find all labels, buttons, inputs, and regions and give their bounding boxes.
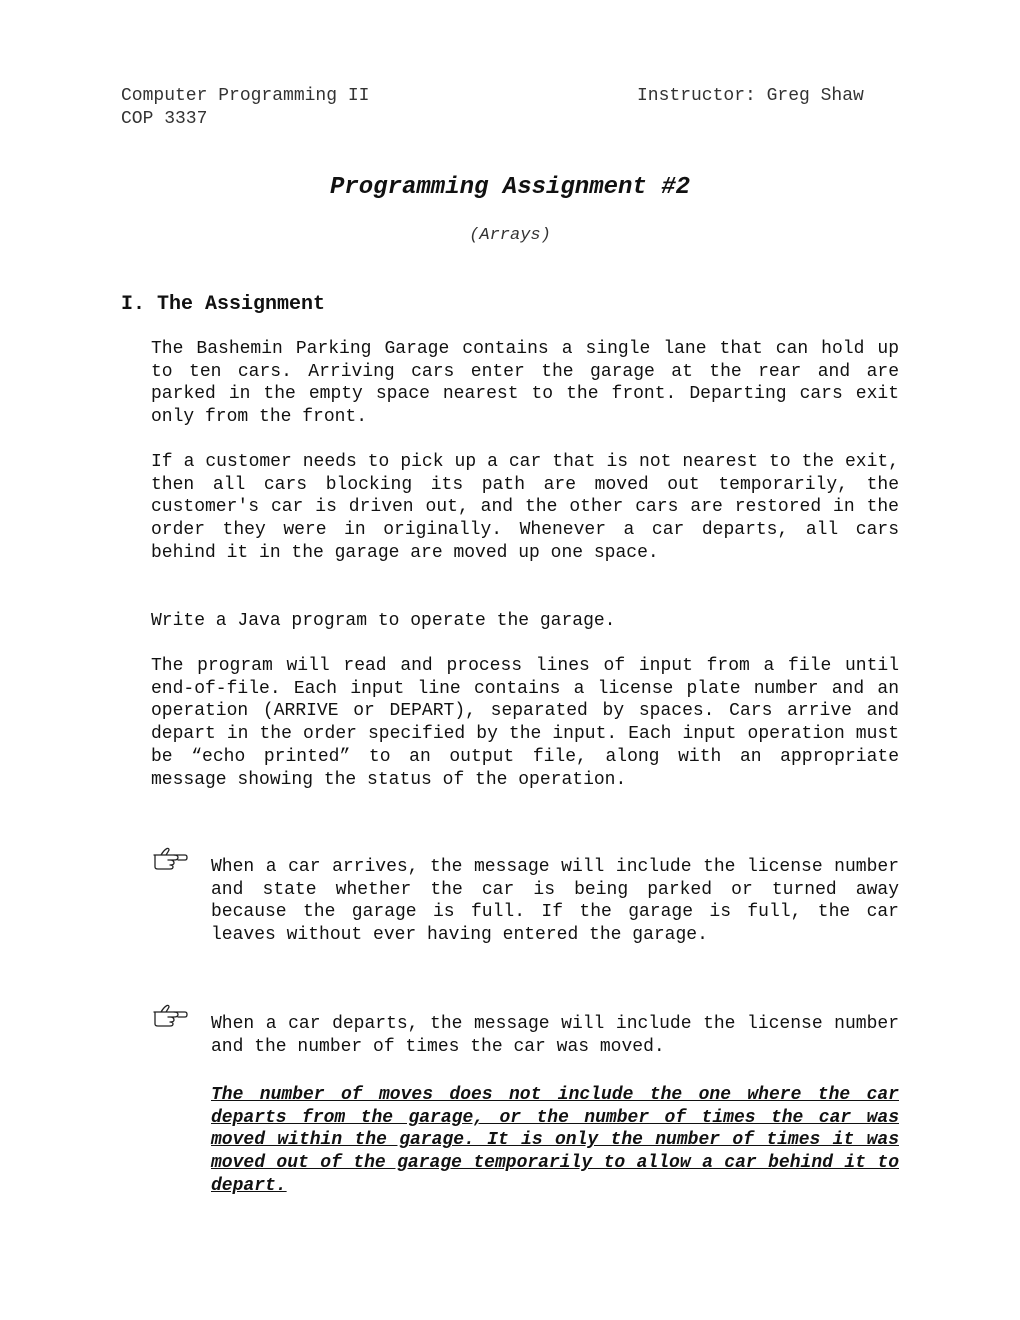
course-name: Computer Programming II (121, 86, 370, 106)
pointing-hand-icon (152, 1003, 188, 1029)
page-subtitle: (Arrays) (469, 226, 551, 245)
paragraph-pickup-rules: If a customer needs to pick up a car that is not nearest to the exit, then all cars blocking its path are moved out temporarily, the customer's car is driven out, and the other cars are restored in the order they were in originally. Whenever a car departs, all cars behind it in the garage are moved up one space. (151, 452, 899, 563)
paragraph-task: Write a Java program to operate the garage. (151, 611, 616, 631)
paragraph-input-description: The program will read and process lines of input from a file until end-of-file. Each input line contains a license plate number and an operation (ARRIVE or DEPART), separated by spaces. Cars arrive and depart in the order specified by the input. Each input operation must be “echo printed” to an output file, along with an appropriate message showing the status of the operation. (151, 656, 899, 790)
page-title: Programming Assignment #2 (329, 174, 691, 201)
bullet-arrival-message: When a car arrives, the message will include the license number and state whether the car is being parked or turned away because the garage is full. If the garage is full, the car leaves without ever having entered the garage. (211, 857, 899, 946)
paragraph-garage-description: The Bashemin Parking Garage contains a single lane that can hold up to ten cars. Arriving cars enter the garage at the rear and are parked in the empty space nearest to the front. Departing cars exit only from the front. (151, 339, 899, 428)
moves-count-note: The number of moves does not include the one where the car departs from the garage, or the number of times the car was moved within the garage. It is only the number of times it was moved out of the garage temporarily to allow a car behind it to depart. (211, 1085, 899, 1196)
pointing-hand-icon (152, 846, 188, 872)
bullet-departure-message: When a car departs, the message will include the license number and the number of times the car was moved. (211, 1014, 899, 1057)
section-heading: I. The Assignment (121, 293, 326, 316)
instructor-name: Instructor: Greg Shaw (637, 86, 864, 106)
course-code: COP 3337 (121, 109, 208, 129)
